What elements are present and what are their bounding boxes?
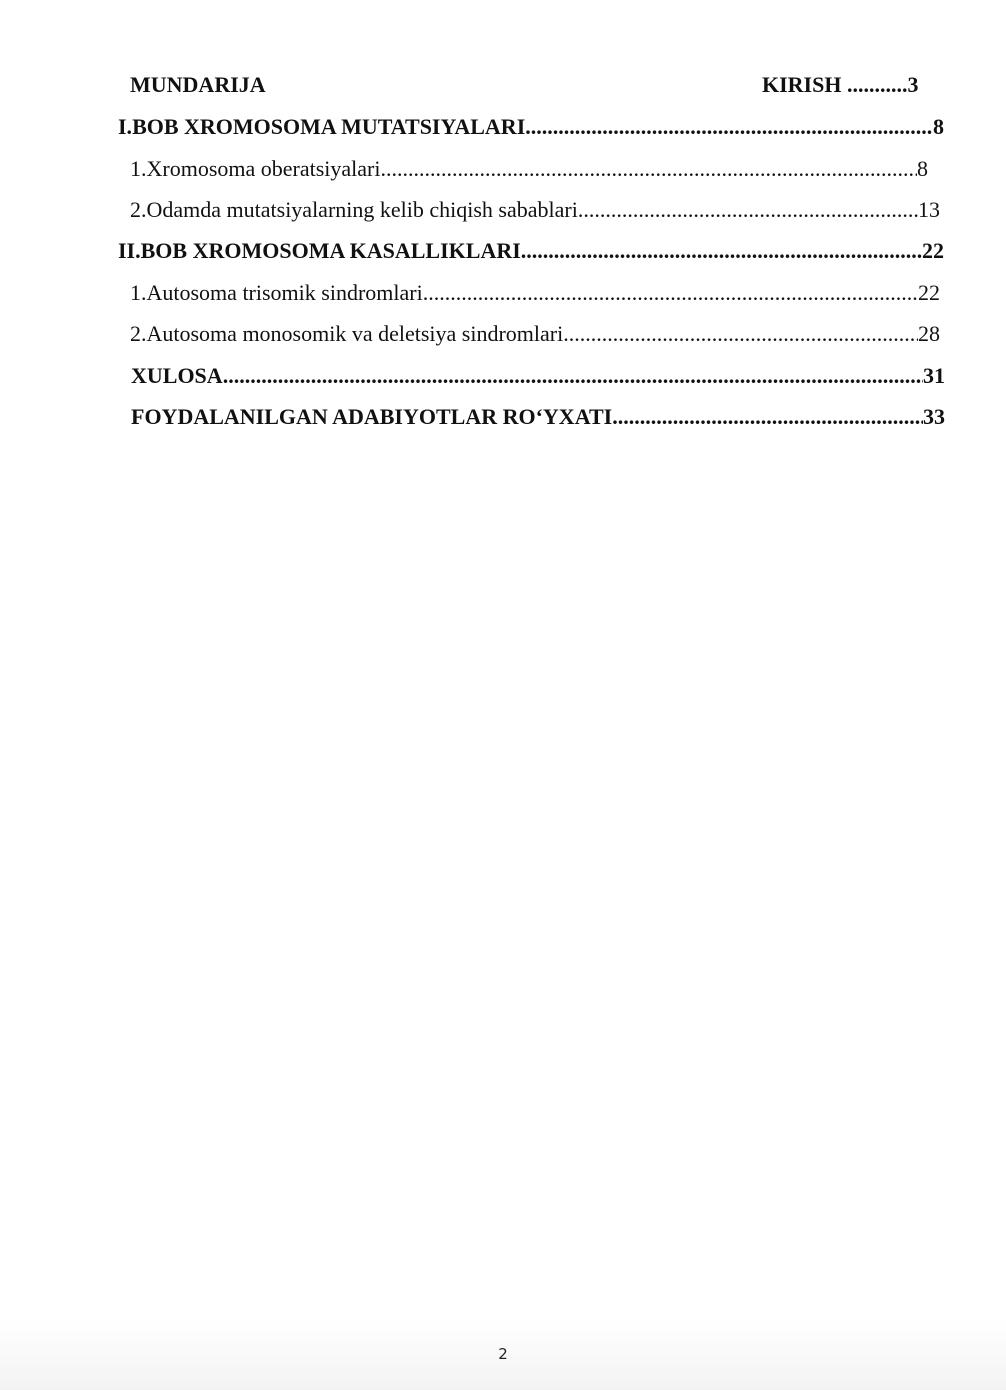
toc-entry-dots [223, 363, 923, 389]
toc-entry-conclusion [131, 363, 945, 389]
toc-title: MUNDARIJA [130, 72, 266, 97]
toc-entry-page: 13 [918, 197, 940, 222]
toc-entry-page: 8 [933, 114, 944, 139]
toc-entry-dots [386, 156, 917, 182]
toc-entry-label: FOYDALANILGAN ADABIYOTLAR RO‘YXATI [131, 404, 613, 429]
toc-entry-section-1-1 [130, 156, 928, 182]
toc-entry-number: II. [118, 238, 141, 263]
toc-entry-dots [578, 197, 918, 223]
toc-entry-page: 31 [923, 363, 945, 388]
toc-entry-page: 8 [917, 156, 928, 181]
toc-entry-page: 28 [918, 321, 940, 346]
toc-entry-number: 1. [130, 280, 147, 305]
toc-entry-dots [521, 238, 922, 264]
toc-entry-number: 1. [130, 156, 147, 181]
toc-entry-dots: ........... [846, 72, 908, 97]
toc-entry-chapter-1 [118, 114, 944, 140]
toc-entry-label: BOB XROMOSOMA KASALLIKLARI [140, 238, 521, 263]
toc-entry-page: 3 [907, 72, 919, 97]
toc-entry-dots [423, 280, 918, 306]
toc-entry-label: Autosoma trisomik sindromlari [146, 280, 423, 305]
toc-entry-label: Autosoma monosomik va deletsiya sindromlari. [146, 321, 569, 346]
page-number: 2 [498, 1345, 508, 1363]
toc-entry-dots [525, 114, 933, 140]
toc-entry-page: 22 [922, 238, 944, 263]
toc-entry-label: KIRISH [762, 72, 847, 97]
toc-entry-dots [612, 404, 923, 430]
toc-entry-label: XULOSA [131, 363, 223, 388]
toc-entry-kirish [762, 72, 918, 98]
toc-entry-section-1-2 [130, 197, 940, 223]
toc-entry-number: 2. [130, 321, 147, 346]
toc-entry-page: 33 [923, 404, 945, 429]
toc-entry-label: Xromosoma oberatsiyalari. [146, 156, 386, 181]
toc-entry-dots [569, 321, 918, 347]
toc-entry-label: BOB XROMOSOMA MUTATSIYALARI [132, 114, 526, 139]
toc-entry-label: Odamda mutatsiyalarning kelib chiqish sabablari [146, 197, 578, 222]
toc-entry-section-2-2 [130, 321, 940, 347]
toc-entry-number: 2. [130, 197, 147, 222]
toc-entry-references [131, 404, 945, 430]
toc-entry-section-2-1 [130, 280, 940, 306]
toc-entry-number: I. [118, 114, 133, 139]
toc-entry-chapter-2 [118, 238, 944, 264]
toc-entry-page: 22 [918, 280, 940, 305]
